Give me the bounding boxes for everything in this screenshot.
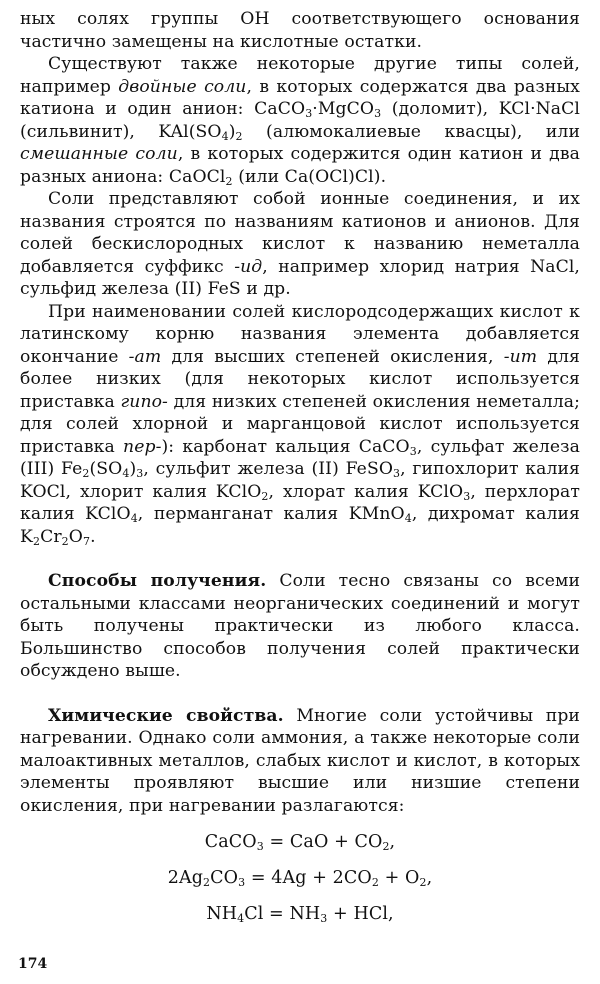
page-content: [20, 8, 580, 925]
equation-nh4cl: $NH_4Cl = NH_3$ + HCl,: [206, 904, 394, 925]
section-heading-preparation: Способы получения.: [48, 571, 267, 591]
paragraph-chemical-properties: Химические свойства. Многие соли устойчивы при нагревании. Однако соли аммония, а также некоторые соли малоактивных металлов, слабых кислот и кислот, в которых элементы проявляют высшие или низшие степени окисления, при нагревании разлагаются:: [20, 705, 580, 816]
paragraph-naming-binary: Соли представляют собой ионные соединения, и их названия строятся по названиям катионов и анионов. Для солей бескислородных кислот к названию неметалла добавляется суффикс -ид, например хлорид натрия NaCl, сульфид железа (II) FeS и др.: [20, 189, 580, 299]
equation-caco3: CaCO$_3$ = CaO + $CO_2$,: [204, 832, 396, 853]
section-heading-properties: Химические свойства.: [48, 705, 284, 726]
paragraph-naming-oxo: При наименовании солей кислородсодержащих кислот к латинскому корню названия элемента добавляется окончание -ат для высших степеней окисления, -ит для более низких (для некоторых кислот используется приставка гипо- для низких степеней окисления неметалла; для солей хлорной и марганцовой кислот используется приставка пер-): карбонат кальция CaCO$_3$, сульфат железа (III) $Fe_2(SO_4)_3$, сульфит железа (II) FeSO$_3$, гипохлорит калия KOCl, хлорит калия KClO$_2$, хлорат калия KClO$_3$, перхлорат калия KClO$_4$, перманганат калия KMnO$_4$, дихромат калия $K_2Cr_2O_7$.: [20, 301, 581, 548]
paragraph-salt-types: Существуют также некоторые другие типы солей, например двойные соли, в которых содержатся два разных катиона и один анион: CaCO$_3$·MgCO$_3$ (доломит), KCl·NaCl (сильвинит), $KAl(SO_4)_2$ (алюмокалиевые квасцы), или смешанные соли, в которых содержится один катион и два разных аниона: CaOCl$_2$ (или Ca(OCl)Cl).: [20, 54, 581, 188]
equation-ag2co3: $2Ag_2CO_3 = 4Ag + 2CO_2 + O_2$,: [167, 868, 433, 889]
paragraph-continuation: ных солях группы OH соответствующего основания частично замещены на кислотные остатки.: [20, 9, 580, 52]
page-number: 174: [18, 956, 48, 972]
paragraph-preparation: Способы получения. Соли тесно связаны со всеми остальными классами неорганических соединений и могут быть получены практически из любого класса. Большинство способов получения солей практически обсуждено выше.: [20, 571, 580, 681]
